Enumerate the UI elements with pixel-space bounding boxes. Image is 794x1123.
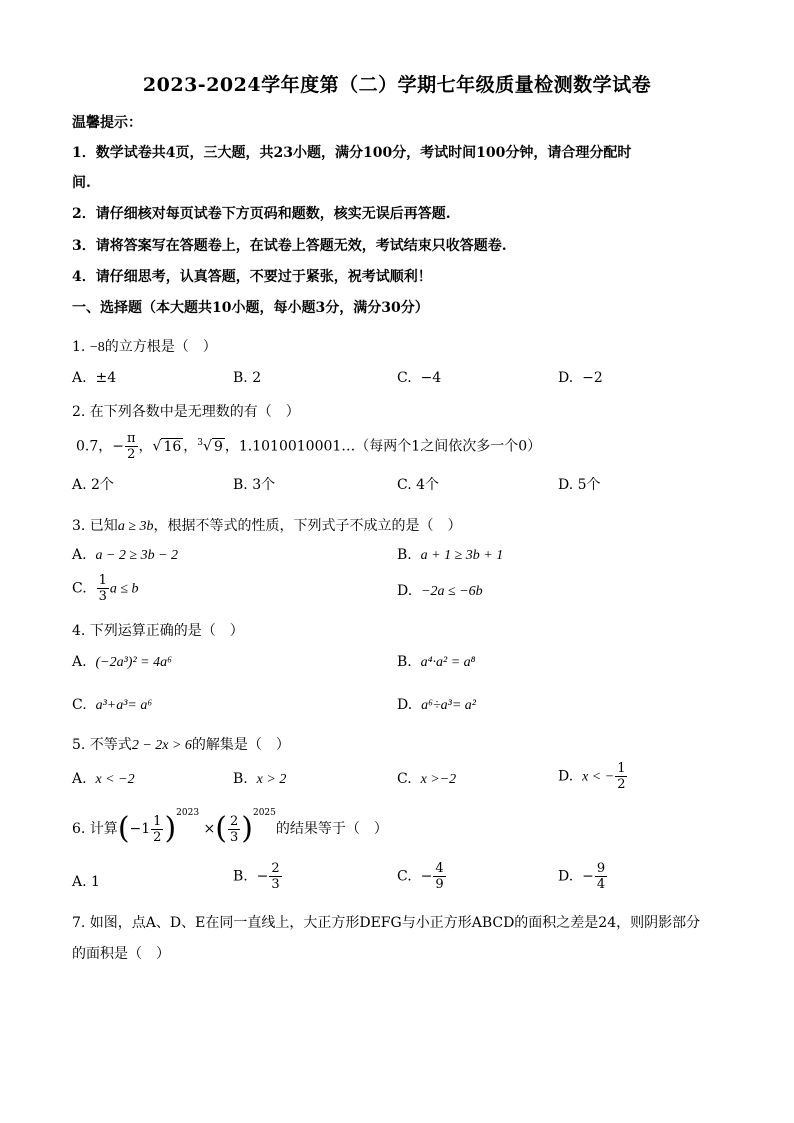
- q5-option-d: D. x < − $\frac{1}{2}$: [558, 761, 626, 792]
- q3-option-d: D. −2a ≤ −6b: [397, 583, 483, 599]
- question-5: 5. 不等式2 − 2x > 6的解集是（ ）: [72, 737, 290, 753]
- q2-option-c: C. 4个: [397, 477, 440, 493]
- q5-option-c: C. x >−2: [397, 771, 457, 787]
- q4-option-b: B. a⁴·a² = a⁸: [397, 654, 476, 670]
- q3-option-b: B. a + 1 ≥ 3b + 1: [397, 547, 504, 563]
- question-2: 2. 在下列各数中是无理数的有（ ）: [72, 404, 300, 420]
- q3-option-c: C. $\frac{1}{3}$ a ≤ b: [72, 573, 139, 604]
- q4-option-c: C. a³+a³= a⁶: [72, 697, 153, 713]
- tip-2: 2．请仔细核对每页试卷下方页码和题数，核实无误后再答题.: [72, 206, 451, 222]
- q4-option-a: A. (−2a³)² = 4a⁶: [72, 654, 172, 670]
- page-title: 2023-2024学年度第（二）学期七年级质量检测数学试卷: [142, 74, 652, 96]
- question-3: 3. 已知a ≥ 3b，根据不等式的性质，下列式子不成立的是（ ）: [72, 518, 462, 534]
- section-heading: 一、选择题（本大题共10小题，每小题3分，满分30分）: [72, 300, 429, 316]
- q1-option-b: B. 2: [233, 370, 262, 386]
- tip-3: 3．请将答案写在答题卷上，在试卷上答题无效，考试结束只收答题卷.: [72, 238, 507, 254]
- q1-number: 1.: [72, 339, 86, 355]
- q3-option-a: A. a − 2 ≥ 3b − 2: [72, 547, 179, 563]
- tip-1: 1．数学试卷共4页，三大题，共23小题，满分100分，考试时间100分钟，请合理分配时: [72, 145, 632, 161]
- q1-expr: −8: [89, 340, 105, 355]
- question-6: 6. 计算(−1 $\frac{1}{2}$ )$^{2023}$ ×( $\frac{2}{3}$ )$^{2025}$的结果等于（ ）: [72, 808, 388, 846]
- q4-option-d: D. a⁶÷a³= a²: [397, 697, 476, 713]
- q2-numbers: 0.7，− $\frac{\pi}{2}$ ，√ 16 ，$^3$√ 9 ，1.1010010001…（每两个1之间依次多一个0）: [76, 431, 542, 462]
- question-4: 4. 下列运算正确的是（ ）: [72, 623, 244, 639]
- question-1: [72, 336, 217, 356]
- q6-option-b: B. − $\frac{2}{3}$: [233, 861, 280, 892]
- q6-option-c: C. − $\frac{4}{9}$: [397, 861, 444, 892]
- q2-option-a: A. 2个: [72, 477, 114, 493]
- q1-stem: 的立方根是（ ）: [104, 339, 217, 355]
- q2-pi-fraction: $\frac{\pi}{2}$: [127, 431, 136, 462]
- q1-option-a: A. ±4: [72, 370, 117, 386]
- q5-option-b: B. x > 2: [233, 771, 287, 787]
- q6-option-d: D. − $\frac{9}{4}$: [558, 861, 606, 892]
- q5-option-a: A. x < −2: [72, 771, 135, 787]
- question-7: 7. 如图，点A、D、E在同一直线上，大正方形DEFG与小正方形ABCD的面积之差是24，则阴影部分: [72, 915, 701, 931]
- q2-option-d: D. 5个: [558, 477, 601, 493]
- q6-option-a: A. 1: [72, 874, 100, 890]
- question-7-cont: 的面积是（ ）: [72, 946, 170, 962]
- q1-option-d: D. −2: [558, 370, 603, 386]
- q2-option-b: B. 3个: [233, 477, 276, 493]
- tip-1-cont: 间.: [72, 175, 91, 191]
- q1-option-c: C. −4: [397, 370, 442, 386]
- tips-heading: 温馨提示：: [72, 115, 142, 131]
- tip-4: 4．请仔细思考，认真答题，不要过于紧张，祝考试顺利！: [72, 269, 432, 285]
